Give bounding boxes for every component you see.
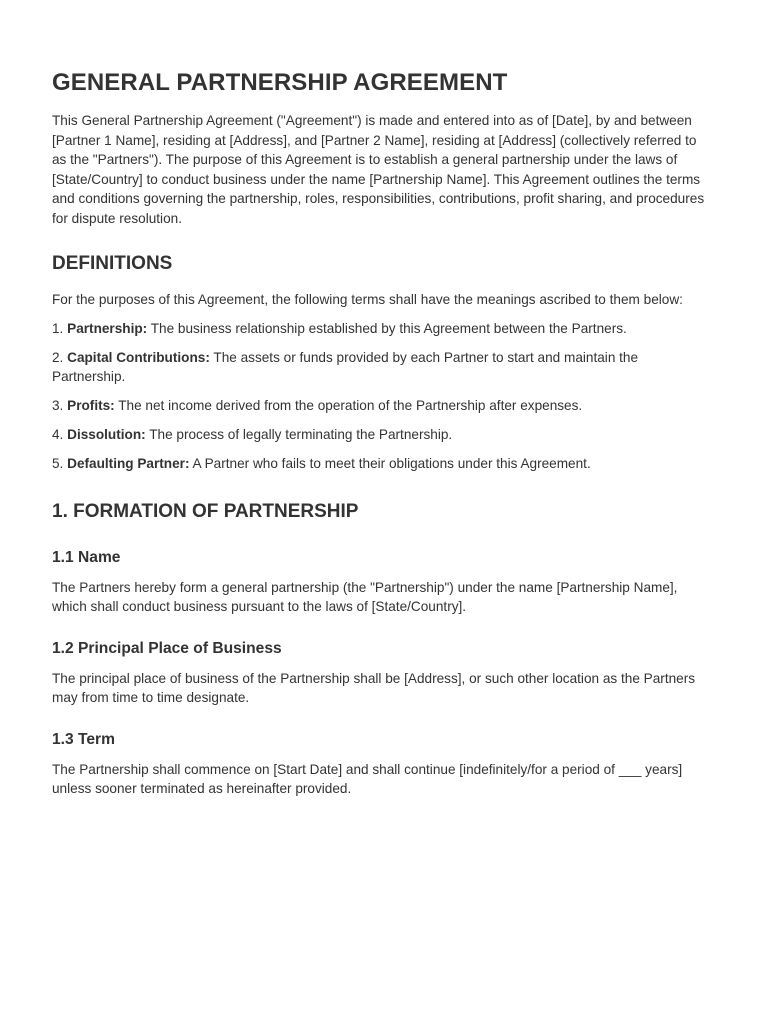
definition-term: Profits: [67,398,115,413]
definition-number: 3. [52,398,64,413]
document-title: GENERAL PARTNERSHIP AGREEMENT [52,69,508,96]
definition-text: The business relationship established by this Agreement between the Partners. [150,320,627,336]
definition-number: 4. [52,427,64,442]
definition-term: Defaulting Partner: [67,456,190,471]
intro-paragraph: This General Partnership Agreement ("Agreement") is made and entered into as of [Date], by and between [Partner 1 Name], residing at [Address], and [Partner 2 Name], residing at [Address] (collectively referred to as the "Partners"). The purpose of this Agreement is to establish a general partnership under the laws of [State/Country] to conduct business under the name [Partnership Name]. This Agreement outlines the terms and conditions governing the partnership, roles, responsibilities, contributions, profit sharing, and procedures for dispute resolution. [52,113,705,226]
definition-term: Dissolution: [67,427,146,442]
definitions-heading: DEFINITIONS [52,253,173,274]
subsection-heading-principal-place: 1.2 Principal Place of Business [52,639,282,657]
subsection-heading-term: 1.3 Term [52,730,115,748]
definition-item [52,425,712,445]
definition-text: The assets or funds provided by each Partner to start and maintain the Partnership. [52,349,639,384]
definition-number: 5. [52,456,64,471]
subsection-text-term: The Partnership shall commence on [Start Date] and shall continue [indefinitely/for a period of ___ years] unless sooner terminated as hereinafter provided. [52,761,683,796]
definitions-intro: For the purposes of this Agreement, the following terms shall have the meanings ascribed to them below: [52,292,683,307]
definition-text: The process of legally terminating the Partnership. [149,427,453,442]
definition-item [52,454,712,474]
subsection-heading-name: 1.1 Name [52,548,121,566]
definition-item [52,319,712,339]
subsection-text-principal-place: The principal place of business of the Partnership shall be [Address], or such other location as the Partners may from time to time designate. [52,670,696,705]
definition-item [52,396,712,416]
definition-term: Capital Contributions: [67,349,210,365]
subsection-text-name: The Partners hereby form a general partnership (the "Partnership") under the name [Partnership Name], which shall conduct business pursuant to the laws of [State/Country]. [52,579,678,614]
definition-text: The net income derived from the operation of the Partnership after expenses. [118,398,583,413]
definition-number: 2. [52,349,64,365]
section-heading-formation: 1. FORMATION OF PARTNERSHIP [52,500,359,522]
definition-number: 1. [52,320,64,336]
definition-text: A Partner who fails to meet their obligations under this Agreement. [192,456,591,471]
definition-term: Partnership: [67,320,148,336]
definition-item [52,348,712,387]
